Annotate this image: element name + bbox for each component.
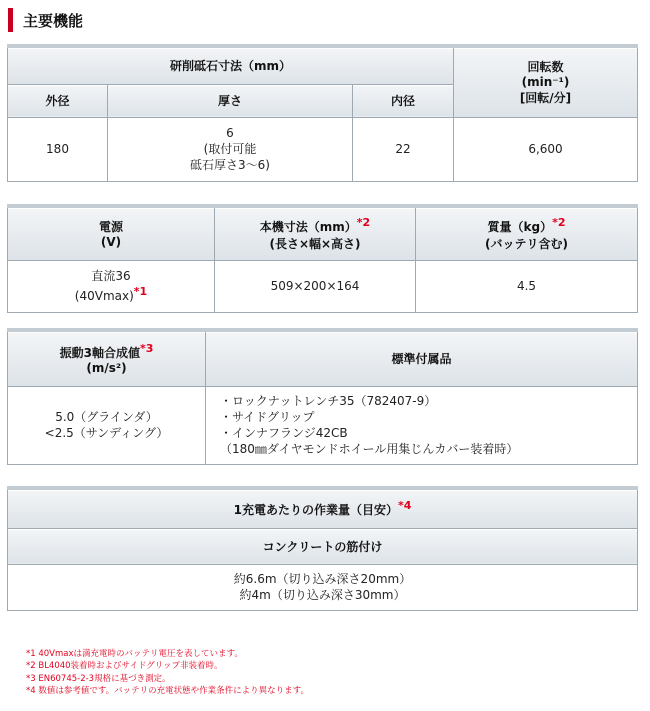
header-power-source: 電源 (V) bbox=[8, 206, 215, 260]
header-mass: 質量（kg）*2 (バッテリ含む) bbox=[416, 206, 638, 260]
asterisk-note-1: *1 bbox=[133, 285, 148, 298]
header-wheel-dimensions: 研削砥石寸法（mm） bbox=[8, 46, 454, 84]
header-standard-accessories: 標準付属品 bbox=[206, 330, 638, 386]
value-mass: 4.5 bbox=[416, 260, 638, 312]
accessory-item: ・サイドグリップ bbox=[220, 410, 315, 424]
accessory-item: ・インナフランジ42CB bbox=[220, 426, 348, 440]
asterisk-note-2: *2 bbox=[356, 215, 371, 229]
asterisk-note-3: *3 bbox=[139, 342, 154, 356]
value-thickness: 6 (取付可能 砥石厚さ3〜6) bbox=[108, 117, 353, 181]
asterisk-note-4: *4 bbox=[397, 499, 412, 513]
value-vibration: 5.0（グラインダ） <2.5（サンディング） bbox=[8, 386, 206, 464]
value-inner-diameter: 22 bbox=[353, 117, 454, 181]
header-concrete-grooving: コンクリートの筋付け bbox=[8, 528, 638, 564]
wheel-dimensions-table bbox=[7, 44, 638, 182]
value-outer-diameter: 180 bbox=[8, 117, 108, 181]
asterisk-note-2: *2 bbox=[552, 215, 566, 229]
accessory-item: （180㎜ダイヤモンドホイール用集じんカバー装着時） bbox=[220, 442, 519, 456]
value-body-size: 509×200×164 bbox=[215, 260, 416, 312]
header-thickness: 厚さ bbox=[108, 84, 353, 117]
header-work-per-charge: 1充電あたりの作業量（目安）*4 bbox=[8, 488, 638, 528]
header-outer-diameter: 外径 bbox=[8, 84, 108, 117]
value-standard-accessories bbox=[206, 386, 638, 464]
title-accent-bar bbox=[8, 8, 13, 32]
body-spec-table bbox=[7, 204, 638, 313]
value-rotation-speed: 6,600 bbox=[454, 117, 638, 181]
value-work-per-charge: 約6.6m（切り込み深さ20mm） 約4m（切り込み深さ30mm） bbox=[8, 564, 638, 610]
footnote-2: *2 BL4040装着時およびサイドグリップ非装着時。 bbox=[26, 661, 223, 672]
accessory-item: ・ロックナットレンチ35（782407-9） bbox=[220, 394, 437, 408]
footnotes bbox=[26, 648, 309, 697]
header-inner-diameter: 内径 bbox=[353, 84, 454, 117]
footnote-1: *1 40Vmaxは満充電時のバッテリ電圧を表しています。 bbox=[26, 649, 243, 659]
section-title bbox=[8, 8, 83, 32]
header-vibration: 振動3軸合成値*3 (m/s²) bbox=[8, 330, 206, 386]
vibration-accessory-table bbox=[7, 328, 638, 465]
footnote-4: *4 数値は参考値です。バッテリの充電状態や作業条件により異なります。 bbox=[26, 685, 310, 696]
header-body-size: 本機寸法（mm）*2 (長さ×幅×高さ) bbox=[215, 206, 416, 260]
page-title: 主要機能 bbox=[23, 11, 84, 30]
value-power-source: 直流36 (40Vmax)*1 bbox=[8, 260, 215, 312]
footnote-3: *3 EN60745-2-3規格に基づき測定。 bbox=[26, 673, 171, 684]
work-per-charge-table bbox=[7, 486, 638, 611]
header-rotation-speed: 回転数 (min⁻¹) [回転/分] bbox=[454, 46, 638, 117]
